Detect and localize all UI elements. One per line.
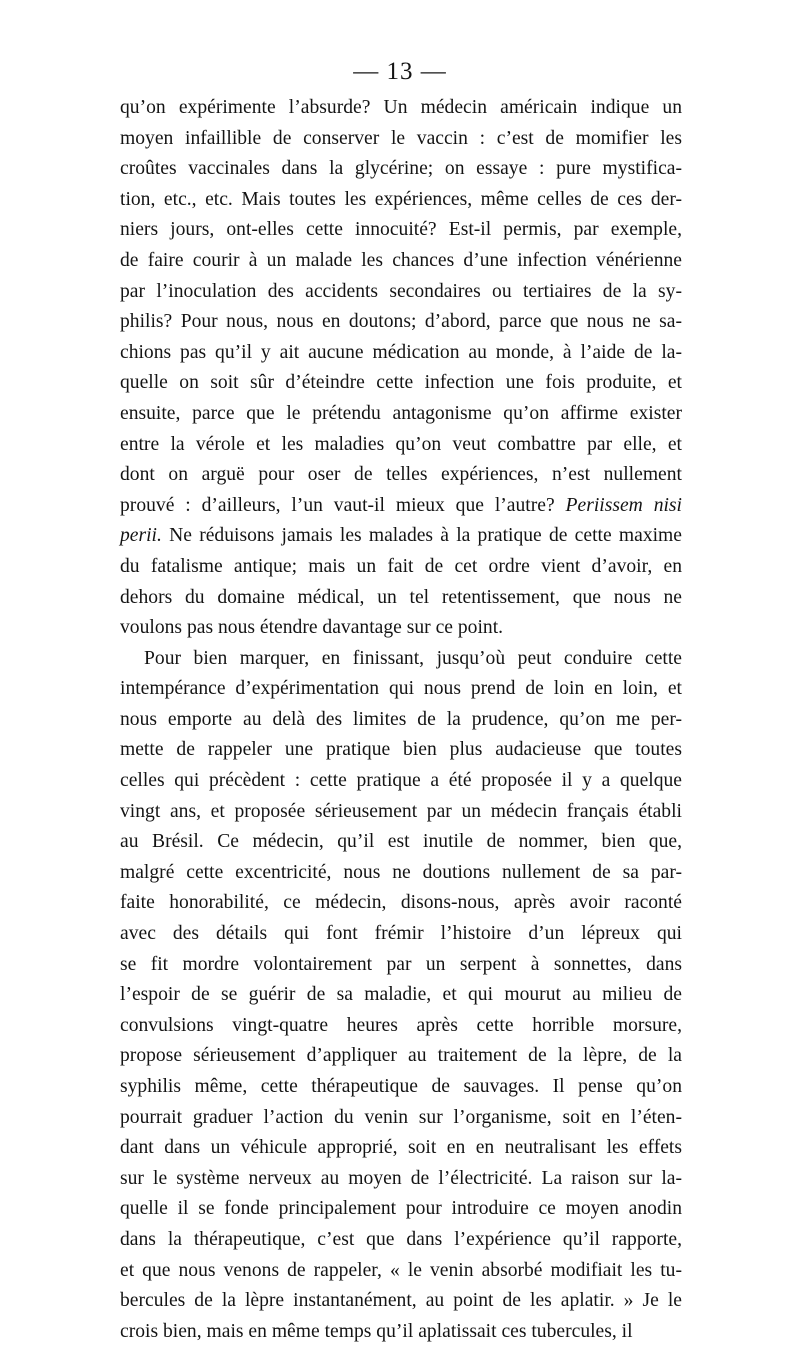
text-line: voulons pas nous étendre davantage sur ce point. [120, 617, 504, 639]
text-line: faite honorabilité, ce médecin, disons-nous, après avoir raconté [120, 892, 682, 914]
text-line: Pour bien marquer, en finissant, jusqu’où peut conduire cette [144, 647, 682, 669]
text-line: niers jours, ont-elles cette innocuité? Est-il permis, par exemple, [120, 219, 682, 241]
text-segment: Ne réduisons jamais les malades à la pratique de cette maxime [161, 525, 682, 547]
text-line: bercules de la lèpre instantanément, au point de les aplatir. » Je le [120, 1290, 682, 1312]
text-line: de faire courir à un malade les chances d’une infection vénérienne [120, 249, 682, 271]
paragraph [120, 644, 682, 1347]
text-line: croûtes vaccinales dans la glycérine; on essaye : pure mystifica- [120, 158, 682, 180]
text-line: du fatalisme antique; mais un fait de cet ordre vient d’avoir, en [120, 555, 682, 577]
text-line [120, 491, 682, 522]
page-number: — 13 — [353, 58, 447, 85]
text-line: dans la thérapeutique, c’est que dans l’expérience qu’il rapporte, [120, 1228, 682, 1250]
text-line: chions pas qu’il y ait aucune médication au monde, à l’aide de la- [120, 341, 682, 363]
body-text [120, 93, 682, 1347]
text-line: quelle on soit sûr d’éteindre cette infection une fois produite, et [120, 372, 682, 394]
text-line: sur le système nerveux au moyen de l’électricité. La raison sur la- [120, 1167, 682, 1189]
text-line: moyen infaillible de conserver le vaccin : c’est de momifier les [120, 127, 682, 149]
text-line: philis? Pour nous, nous en doutons; d’abord, parce que nous ne sa- [120, 311, 682, 333]
text-line: tion, etc., etc. Mais toutes les expériences, même celles de ces der- [120, 188, 682, 210]
text-line: entre la vérole et les maladies qu’on veut combattre par elle, et [120, 433, 682, 455]
text-line: avec des détails qui font frémir l’histoire d’un lépreux qui [120, 923, 682, 945]
text-line [120, 521, 682, 552]
paragraph [120, 93, 682, 644]
text-line: nous emporte au delà des limites de la prudence, qu’on me per- [120, 708, 682, 730]
italic-text: Periissem nisi [565, 494, 683, 516]
italic-text: perii. [120, 525, 162, 547]
text-segment: prouvé : d’ailleurs, l’un vaut-il mieux que l’autre? [120, 494, 566, 516]
text-line: quelle il se fonde principalement pour introduire ce moyen anodin [120, 1198, 682, 1220]
text-line: crois bien, mais en même temps qu’il aplatissait ces tubercules, il [120, 1320, 633, 1342]
text-line: l’espoir de se guérir de sa maladie, et qui mourut au milieu de [120, 984, 682, 1006]
text-line: ensuite, parce que le prétendu antagonisme qu’on affirme exister [120, 402, 682, 424]
text-line: qu’on expérimente l’absurde? Un médecin américain indique un [120, 97, 682, 118]
text-line: dont on arguë pour oser de telles expériences, n’est nullement [120, 464, 682, 486]
text-line: malgré cette excentricité, nous ne doutions nullement de sa par- [120, 861, 682, 883]
text-line: par l’inoculation des accidents secondaires ou tertiaires de la sy- [120, 280, 682, 302]
text-line: syphilis même, cette thérapeutique de sauvages. Il pense qu’on [120, 1076, 682, 1097]
text-line: pourrait graduer l’action du venin sur l’organisme, soit en l’éten- [120, 1106, 682, 1128]
text-line: celles qui précèdent : cette pratique a été proposée il y a quelque [120, 770, 682, 792]
text-line: au Brésil. Ce médecin, qu’il est inutile de nommer, bien que, [120, 831, 682, 853]
text-line: intempérance d’expérimentation qui nous prend de loin en loin, et [120, 678, 682, 700]
text-line: vingt ans, et proposée sérieusement par un médecin français établi [120, 800, 682, 822]
text-line: mette de rappeler une pratique bien plus audacieuse que toutes [120, 739, 682, 761]
text-line: dehors du domaine médical, un tel retentissement, que nous ne [120, 586, 682, 608]
text-line: convulsions vingt-quatre heures après cette horrible morsure, [120, 1014, 682, 1036]
text-line: dant dans un véhicule approprié, soit en en neutralisant les effets [120, 1137, 682, 1159]
text-line: et que nous venons de rappeler, « le venin absorbé modifiait les tu- [120, 1259, 682, 1281]
text-line: propose sérieusement d’appliquer au traitement de la lèpre, de la [120, 1045, 682, 1067]
text-line: se fit mordre volontairement par un serpent à sonnettes, dans [120, 953, 682, 975]
